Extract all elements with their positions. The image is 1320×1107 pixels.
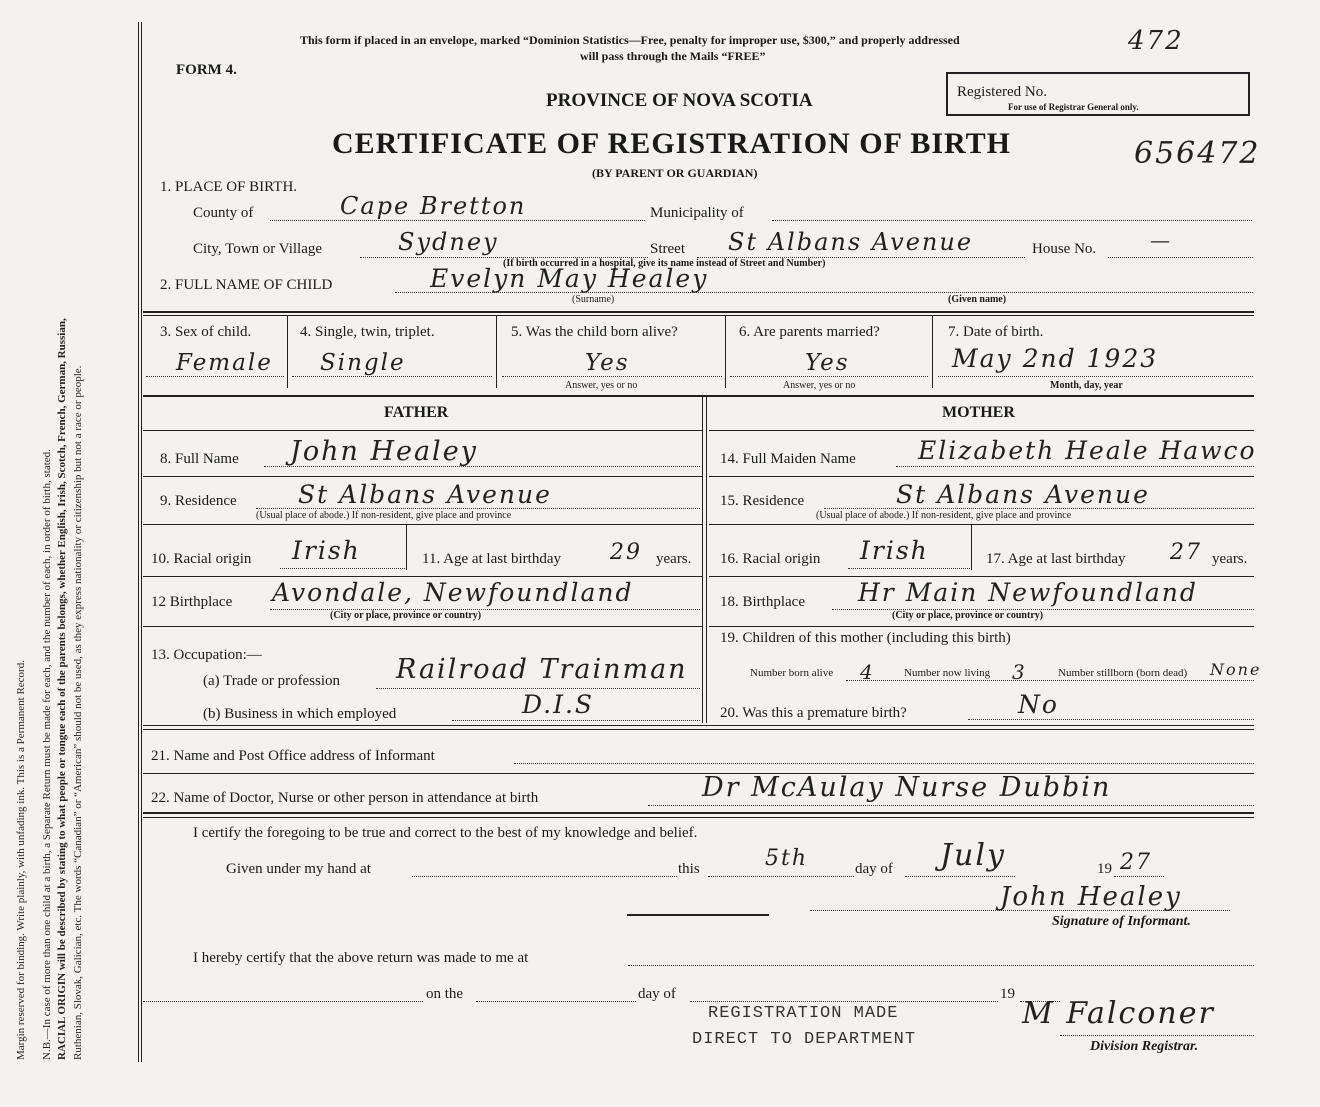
registrar-certify-text: I hereby certify that the above return was made to me at: [193, 950, 529, 966]
father-birthplace-value: Avondale, Newfoundland: [272, 578, 634, 607]
informant-label: 21. Name and Post Office address of Informant: [151, 748, 435, 764]
registered-box: [946, 72, 1250, 116]
mother-residence-note: (Usual place of abode.) If non-resident, give place and province: [816, 510, 1072, 521]
premature-label: 20. Was this a premature birth?: [720, 705, 907, 721]
dob-note: Month, day, year: [1050, 380, 1123, 391]
mother-birthplace-label: 18. Birthplace: [720, 594, 805, 610]
place-of-birth-label: 1. PLACE OF BIRTH.: [160, 179, 298, 195]
father-age-label: 11. Age at last birthday: [422, 551, 561, 567]
doctor-value: Dr McAulay Nurse Dubbin: [702, 772, 1112, 803]
year-prefix: 19: [1097, 861, 1112, 877]
certificate-title: CERTIFICATE OF REGISTRATION OF BIRTH: [332, 127, 1011, 160]
margin-line: [138, 22, 139, 1062]
month-value: July: [940, 838, 1006, 873]
trade-label: (a) Trade or profession: [203, 673, 341, 689]
registrar-day-of: day of: [638, 986, 676, 1002]
margin-line-4: Ruthenian, Slovak, Galician, etc. The words “Canadian” or “American” should not be used, as they express nationality or citizenship but not a race or people.: [71, 365, 84, 1060]
margin-instructions: [14, 20, 86, 1060]
doctor-label: 22. Name of Doctor, Nurse or other person in attendance at birth: [151, 790, 539, 806]
father-age-value: 29: [610, 540, 642, 565]
given-name-note: (Given name): [948, 294, 1007, 305]
children-label: 19. Children of this mother (including this birth): [720, 630, 1011, 646]
parents-married-label: 6. Are parents married?: [739, 324, 880, 340]
born-alive-label: 5. Was the child born alive?: [511, 324, 678, 340]
mother-birthplace-value: Hr Main Newfoundland: [858, 578, 1198, 607]
mother-age-value: 27: [1170, 540, 1202, 565]
now-living-value: 3: [1012, 660, 1027, 684]
parents-married-value: Yes: [805, 350, 850, 376]
house-value: —: [1150, 228, 1172, 252]
father-name-value: John Healey: [290, 436, 478, 467]
margin-line-3: RACIAL ORIGIN will be described by stating to what people or tongue each of the parents belongs, whether English, Irish, Scotch, French, German, Russian,: [56, 318, 68, 1060]
mail-notice-2: will pass through the Mails “FREE”: [580, 49, 766, 63]
city-value: Sydney: [398, 228, 499, 256]
father-birthplace-note: (City or place, province or country): [330, 610, 482, 621]
mother-name-value: Elizabeth Heale Hawco: [918, 436, 1257, 465]
mother-heading: MOTHER: [942, 404, 1015, 421]
trade-value: Railroad Trainman: [396, 654, 688, 685]
day-of-label: day of: [855, 861, 893, 877]
county-value: Cape Bretton: [340, 192, 527, 220]
province-title: PROVINCE OF NOVA SCOTIA: [546, 90, 813, 111]
county-label: County of: [193, 205, 254, 221]
day-value: 5th: [765, 846, 809, 871]
certify-text: I certify the foregoing to be true and correct to the best of my knowledge and belief.: [193, 825, 698, 841]
answer-note-1: Answer, yes or no: [565, 380, 638, 391]
child-name-label: 2. FULL NAME OF CHILD: [160, 277, 333, 293]
registered-note: For use of Registrar General only.: [1008, 102, 1139, 112]
sex-value: Female: [176, 350, 273, 376]
now-living-label: Number now living: [904, 667, 991, 679]
mail-notice-1: This form if placed in an envelope, marked “Dominion Statistics—Free, penalty for improper use, $300,” and properly addressed: [300, 33, 960, 47]
child-name-value: Evelyn May Healey: [430, 264, 709, 293]
father-residence-value: St Albans Avenue: [298, 480, 552, 509]
informant-signature: John Healey: [1000, 882, 1182, 912]
stamp-line-2: DIRECT TO DEPARTMENT: [692, 1030, 917, 1049]
informant-signature-label: Signature of Informant.: [1052, 914, 1191, 929]
mother-race-label: 16. Racial origin: [720, 551, 821, 567]
margin-line-2-text: N.B.—In case of more than one child at a birth, a Separate Return must be made for each, and the number of each, in order of birth, stated.: [40, 449, 53, 1060]
mother-residence-value: St Albans Avenue: [896, 480, 1150, 509]
father-residence-label: 9. Residence: [160, 493, 237, 509]
margin-line-2: [141, 22, 142, 1062]
business-value: D.I.S: [522, 690, 595, 719]
plurality-value: Single: [320, 350, 406, 376]
father-race-label: 10. Racial origin: [151, 551, 252, 567]
business-label: (b) Business in which employed: [203, 706, 397, 722]
registration-number: 656472: [1134, 136, 1261, 171]
mother-age-label: 17. Age at last birthday: [986, 551, 1126, 567]
surname-note: (Surname): [572, 294, 615, 305]
form-number: FORM 4.: [176, 62, 237, 78]
given-label: Given under my hand at: [226, 861, 371, 877]
answer-note-2: Answer, yes or no: [783, 380, 856, 391]
street-value: St Albans Avenue: [728, 228, 974, 256]
stamp-line-1: REGISTRATION MADE: [708, 1004, 899, 1023]
premature-value: No: [1018, 690, 1059, 719]
plurality-label: 4. Single, twin, triplet.: [300, 324, 435, 340]
registrar-year-prefix: 19: [1000, 986, 1015, 1002]
stillborn-value: None: [1210, 660, 1262, 679]
born-alive-count-label: Number born alive: [750, 667, 834, 679]
sex-label: 3. Sex of child.: [160, 324, 252, 340]
street-label: Street: [650, 241, 685, 257]
born-alive-count-value: 4: [860, 660, 875, 684]
city-label: City, Town or Village: [193, 241, 323, 257]
margin-line-1: Margin reserved for binding. Write plainly, with unfading ink. This is a Permanent Record.: [15, 660, 27, 1060]
father-heading: FATHER: [384, 404, 449, 421]
mother-name-label: 14. Full Maiden Name: [720, 451, 856, 467]
mother-birthplace-note: (City or place, province or country): [892, 610, 1044, 621]
top-handwritten-number: 472: [1128, 26, 1184, 56]
registered-label: Registered No.: [957, 84, 1047, 100]
occupation-label: 13. Occupation:—: [151, 647, 262, 663]
mother-race-value: Irish: [860, 536, 929, 565]
year-value: 27: [1120, 850, 1152, 875]
father-residence-note: (Usual place of abode.) If non-resident, give place and province: [256, 510, 512, 521]
hospital-note: (If birth occurred in a hospital, give its name instead of Street and Number): [503, 258, 826, 269]
house-label: House No.: [1032, 241, 1097, 257]
mother-residence-label: 15. Residence: [720, 493, 805, 509]
father-name-label: 8. Full Name: [160, 451, 239, 467]
division-registrar-label: Division Registrar.: [1090, 1039, 1199, 1054]
born-alive-value: Yes: [585, 350, 630, 376]
registrar-on-the: on the: [426, 986, 464, 1002]
dob-label: 7. Date of birth.: [948, 324, 1044, 340]
dob-value: May 2nd 1923: [952, 344, 1159, 373]
this-label: this: [678, 861, 700, 877]
father-birthplace-label: 12 Birthplace: [151, 594, 233, 610]
registrar-signature: M Falconer: [1022, 996, 1215, 1031]
father-years: years.: [656, 551, 692, 567]
mother-years: years.: [1212, 551, 1248, 567]
father-race-value: Irish: [292, 536, 361, 565]
stillborn-label: Number stillborn (born dead): [1058, 667, 1188, 679]
municipality-label: Municipality of: [650, 205, 744, 221]
certificate-subtitle: (BY PARENT OR GUARDIAN): [592, 166, 758, 180]
